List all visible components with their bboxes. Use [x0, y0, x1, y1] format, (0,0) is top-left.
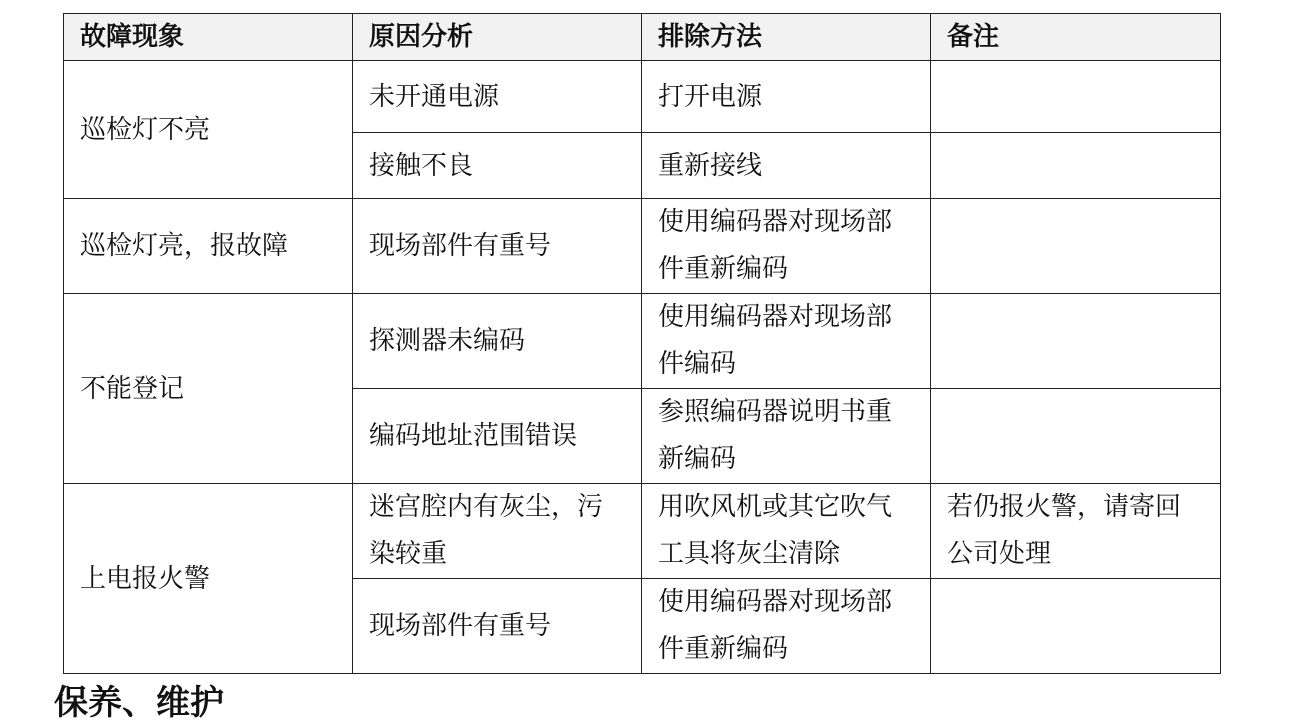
note-cell — [931, 294, 1221, 389]
solution-line: 件重新编码 — [658, 634, 789, 664]
header-cause: 原因分析 — [353, 14, 642, 61]
solution-line: 件重新编码 — [658, 254, 789, 284]
solution-line: 用吹风机或其它吹气 — [658, 492, 893, 522]
section-heading: 保养、维护 — [54, 683, 224, 723]
solution-line: 使用编码器对现场部 — [658, 207, 893, 237]
header-note: 备注 — [931, 14, 1221, 61]
note-cell — [931, 199, 1221, 294]
table-row — [64, 294, 1221, 389]
solution-cell — [642, 579, 931, 674]
note-cell — [931, 484, 1221, 579]
solution-cell: 打开电源 — [642, 61, 931, 133]
cause-cell: 现场部件有重号 — [353, 579, 642, 674]
table-row — [64, 61, 1221, 133]
cause-cell: 探测器未编码 — [353, 294, 642, 389]
solution-cell — [642, 294, 931, 389]
note-cell — [931, 61, 1221, 133]
header-symptom: 故障现象 — [64, 14, 353, 61]
fault-troubleshooting-table — [63, 13, 1221, 674]
solution-line: 参照编码器说明书重 — [658, 397, 893, 427]
solution-line: 使用编码器对现场部 — [658, 302, 893, 332]
cause-line: 染较重 — [369, 539, 448, 569]
symptom-cell: 不能登记 — [64, 294, 353, 484]
note-cell — [931, 133, 1221, 199]
table-row — [64, 484, 1221, 579]
symptom-cell: 上电报火警 — [64, 484, 353, 674]
symptom-cell: 巡检灯亮，报故障 — [64, 199, 353, 294]
cause-cell: 接触不良 — [353, 133, 642, 199]
solution-cell — [642, 389, 931, 484]
cause-cell: 编码地址范围错误 — [353, 389, 642, 484]
cause-cell: 未开通电源 — [353, 61, 642, 133]
symptom-cell: 巡检灯不亮 — [64, 61, 353, 199]
cause-cell: 现场部件有重号 — [353, 199, 642, 294]
solution-line: 工具将灰尘清除 — [658, 539, 841, 569]
note-line: 公司处理 — [947, 539, 1052, 569]
note-line: 若仍报火警，请寄回 — [947, 492, 1182, 522]
table-row — [64, 199, 1221, 294]
solution-line: 使用编码器对现场部 — [658, 587, 893, 617]
solution-line: 新编码 — [658, 444, 737, 474]
note-cell — [931, 389, 1221, 484]
cause-cell — [353, 484, 642, 579]
header-solution: 排除方法 — [642, 14, 931, 61]
solution-cell — [642, 199, 931, 294]
note-cell — [931, 579, 1221, 674]
solution-cell — [642, 484, 931, 579]
table-header-row — [64, 14, 1221, 61]
solution-cell: 重新接线 — [642, 133, 931, 199]
solution-line: 件编码 — [658, 349, 737, 379]
cause-line: 迷宫腔内有灰尘，污 — [369, 492, 604, 522]
